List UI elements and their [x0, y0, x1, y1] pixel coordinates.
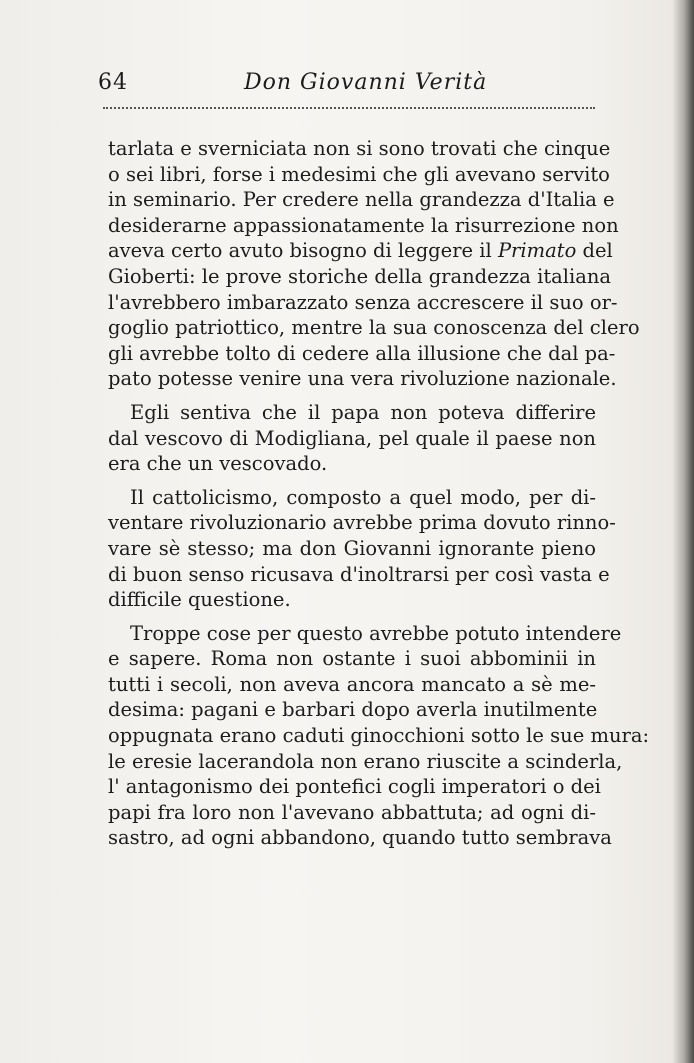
text-line: Il cattolicismo, composto a quel modo, per di-: [130, 485, 596, 509]
text-line: pato potesse venire una vera rivoluzione nazionale.: [108, 367, 617, 391]
text-line: tutti i secoli, non aveva ancora mancato a sè me-: [108, 672, 596, 696]
text-line: e sapere. Roma non ostante i suoi abbominii in: [108, 647, 596, 671]
paragraph: [108, 400, 596, 477]
text-line: di buon senso ricusava d'inoltrarsi per così vasta e: [108, 562, 610, 586]
text-line: gli avrebbe tolto di cedere alla illusione che dal pa-: [108, 341, 616, 365]
text-line: ventare rivoluzionario avrebbe prima dovuto rinno-: [108, 511, 616, 535]
page-edge-shadow: [672, 0, 694, 1063]
text-line: goglio patriottico, mentre la sua conoscenza del clero: [108, 316, 640, 340]
text-line: oppugnata erano caduti ginocchioni sotto le sue mura:: [108, 724, 650, 748]
text-line: tarlata e sverniciata non si sono trovati che cinque: [108, 137, 611, 160]
text-line: sastro, ad ogni abbandono, quando tutto sembrava: [108, 826, 612, 850]
text-line: o sei libri, forse i medesimi che gli avevano servito: [108, 162, 610, 186]
page-number: 64: [98, 70, 128, 95]
running-title: Don Giovanni Verità: [244, 70, 488, 95]
page-header: [98, 70, 588, 106]
text-line: vare sè stesso; ma don Giovanni ignorante pieno: [108, 536, 596, 560]
text-line: papi fra loro non l'avevano abbattuta; ad ogni di-: [108, 800, 596, 824]
text-line: desima: pagani e barbari dopo averla inutilmente: [108, 698, 598, 722]
text-line: difficile questione.: [108, 588, 291, 612]
text-line: Troppe cose per questo avrebbe potuto intendere: [130, 621, 622, 645]
paragraph: [108, 485, 616, 613]
text-line: l'avrebbero imbarazzato senza accrescere il suo or-: [108, 290, 618, 314]
text-line: le eresie lacerandola non erano riuscite a scinderla,: [108, 749, 623, 773]
text-line: in seminario. Per credere nella grandezza d'Italia e: [108, 188, 615, 212]
paragraph: [108, 136, 640, 392]
text-line: aveva certo avuto bisogno di leggere il Primato del: [108, 239, 613, 263]
text-line: era che un vescovado.: [108, 452, 328, 476]
text-line: Egli sentiva che il papa non poteva differire: [130, 400, 596, 424]
text-line: dal vescovo di Modigliana, pel quale il paese non: [108, 426, 596, 450]
text-line: l' antagonismo dei pontefici cogli imperatori o dei: [108, 775, 601, 799]
header-rule: [103, 107, 595, 109]
text-line: Gioberti: le prove storiche della grandezza italiana: [108, 264, 612, 288]
body-text: [108, 136, 650, 851]
text-line: desiderarne appassionatamente la risurrezione non: [108, 213, 619, 237]
paragraph: [108, 621, 650, 851]
